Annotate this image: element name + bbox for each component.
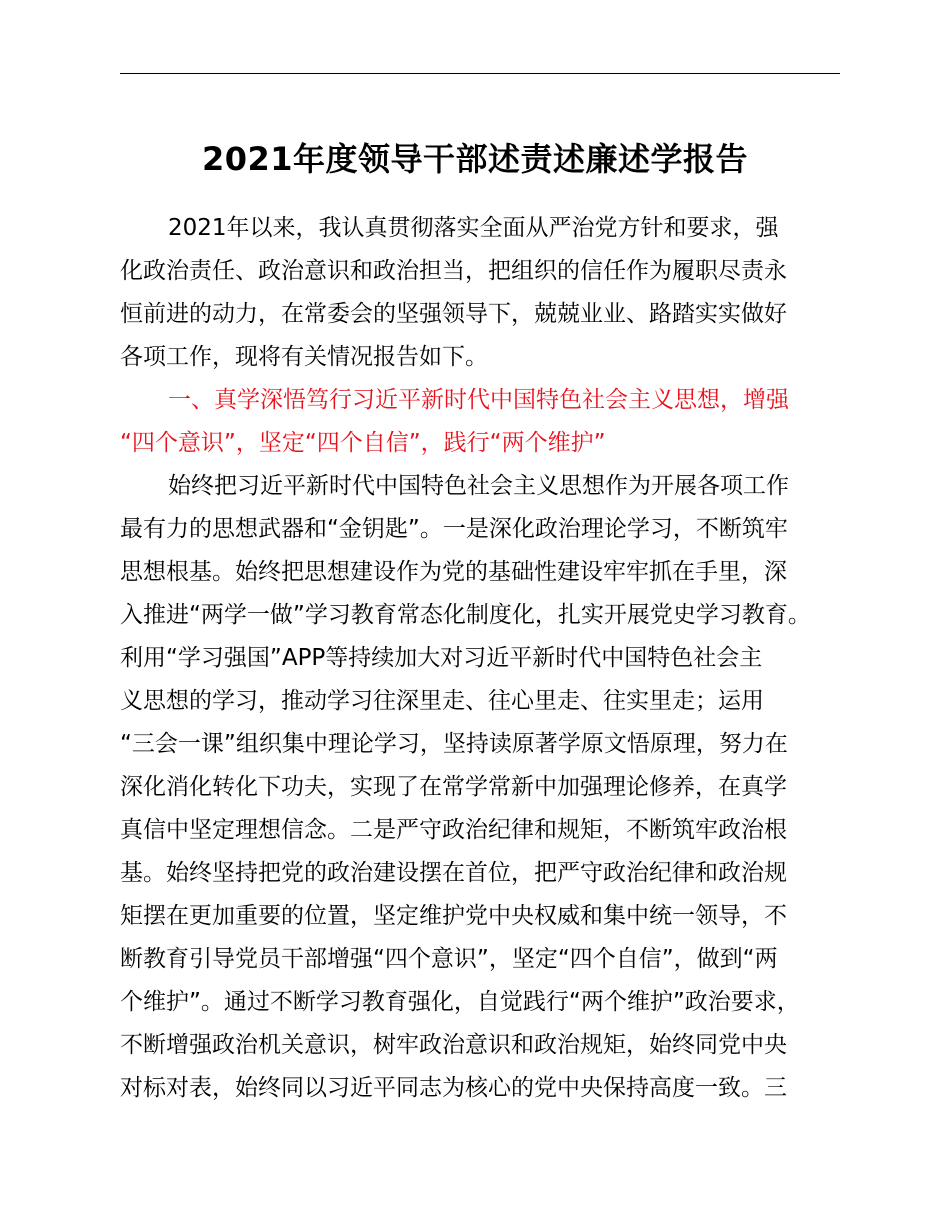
section-heading-line: 一、真学深悟笃行习近平新时代中国特色社会主义思想，增强 [168, 387, 789, 413]
body-line: 基。始终坚持把党的政治建设摆在首位，把严守政治纪律和政治规 [120, 860, 787, 886]
body-line: 不断增强政治机关意识，树牢政治意识和政治规矩，始终同党中央 [120, 1032, 787, 1058]
header-rule [120, 73, 840, 74]
body-line: “三会一课”组织集中理论学习，坚持读原著学原文悟原理，努力在 [120, 731, 788, 757]
body-line: 入推进“两学一做”学习教育常态化制度化，扎实开展党史学习教育。 [120, 602, 811, 628]
body-line: 义思想的学习，推动学习往深里走、往心里走、往实里走；运用 [120, 688, 764, 714]
section-heading-line: “四个意识”，坚定“四个自信”，践行“两个维护” [120, 430, 606, 456]
body-line: 断教育引导党员干部增强“四个意识”，坚定“四个自信”，做到“两 [120, 946, 778, 972]
body-line: 最有力的思想武器和“金钥匙”。一是深化政治理论学习，不断筑牢 [120, 516, 788, 542]
body-line: 思想根基。始终把思想建设作为党的基础性建设牢牢抓在手里，深 [120, 559, 787, 585]
body-line: 个维护”。通过不断学习教育强化，自觉践行“两个维护”政治要求， [120, 989, 800, 1015]
document-title: 2021年度领导干部述责述廉述学报告 [201, 140, 749, 178]
body-line: 深化消化转化下功夫，实现了在常学常新中加强理论修养，在真学 [120, 774, 787, 800]
body-line: 真信中坚定理想信念。二是严守政治纪律和规矩，不断筑牢政治根 [120, 817, 787, 843]
intro-line: 化政治责任、政治意识和政治担当，把组织的信任作为履职尽责永 [120, 258, 787, 284]
intro-line: 2021年以来，我认真贯彻落实全面从严治党方针和要求，强 [168, 215, 779, 241]
body-line: 利用“学习强国”APP等持续加大对习近平新时代中国特色社会主 [120, 645, 763, 671]
body-line: 对标对表，始终同以习近平同志为核心的党中央保持高度一致。三 [120, 1075, 787, 1101]
intro-line: 恒前进的动力，在常委会的坚强领导下，兢兢业业、路踏实实做好 [120, 301, 787, 327]
body-line: 始终把习近平新时代中国特色社会主义思想作为开展各项工作 [168, 473, 789, 499]
body-line: 矩摆在更加重要的位置，坚定维护党中央权威和集中统一领导，不 [120, 903, 787, 929]
intro-line: 各项工作，现将有关情况报告如下。 [120, 344, 488, 370]
